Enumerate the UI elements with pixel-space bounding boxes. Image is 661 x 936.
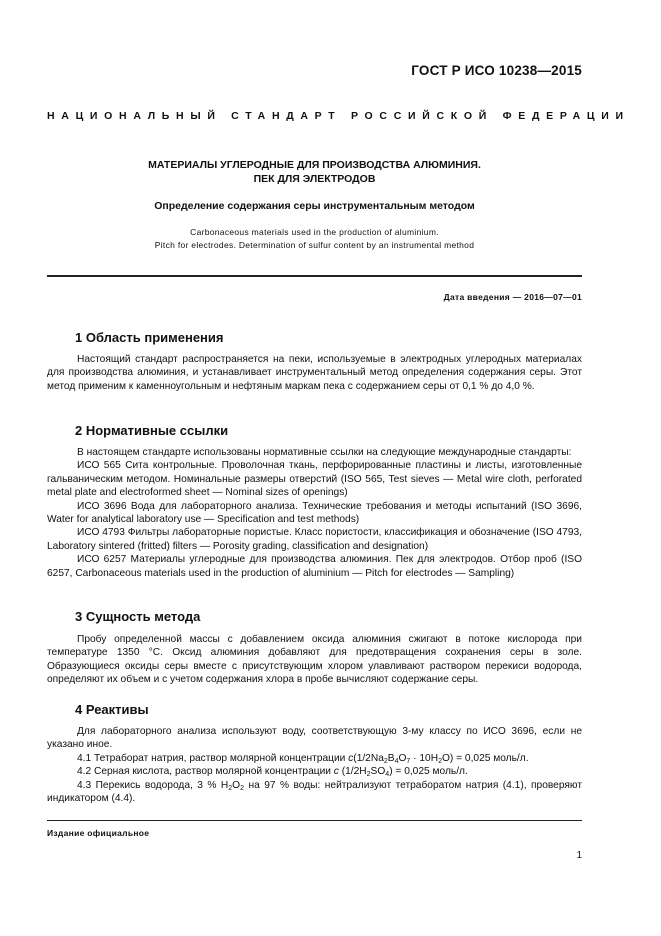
section-2-heading: 2 Нормативные ссылки [75, 423, 229, 438]
title-line-1: МАТЕРИАЛЫ УГЛЕРОДНЫЕ ДЛЯ ПРОИЗВОДСТВА АЛЮМИНИЯ. [148, 159, 481, 171]
section-4-heading: 4 Реактивы [75, 702, 149, 717]
top-divider [47, 275, 582, 277]
section-2-intro: В настоящем стандарте использованы нормативные ссылки на следующие международные стандарты: [77, 447, 572, 458]
section-2-body [47, 446, 582, 580]
section-3-paragraph: Пробу определенной массы с добавлением оксида алюминия сжигают в потоке кислорода при температуре 1350 °С. Оксид алюминия добавляют для предотвращения сохранения серы в золе. Образующиеся оксиды серы вместе с присутствующим хлором улавливают раствором перекиси водорода, определяют их объем и с учетом содержания хлора в пробе вычисляют содержание серы. [47, 634, 582, 686]
document-title [47, 158, 582, 186]
english-title [47, 226, 582, 251]
reagent-4-1: 4.1 Тетраборат натрия, раствор молярной концентрации $c(1/2Na_2B_4O_7 \cdot 10H_2O) = 0,025$ моль/л. [77, 752, 529, 765]
reference-iso-6257: ИСО 6257 Материалы углеродные для производства алюминия. Пек для электродов. Отбор проб (ISO 6257, Carbonaceous materials used in the production of aluminium — Pitch for electrodes — Sampling) [47, 554, 582, 579]
bottom-divider [47, 820, 582, 821]
section-4-body [47, 725, 582, 805]
english-title-line-2: Pitch for electrodes. Determination of sulfur content by an instrumental method [154, 239, 475, 250]
section-1-body [47, 353, 582, 393]
title-line-2: ПЕК ДЛЯ ЭЛЕКТРОДОВ [253, 173, 376, 185]
reagent-4-2: 4.2 Серная кислота, раствор молярной концентрации c $(1/2H_2SO_4) = 0,025$ моль/л. [77, 766, 468, 779]
page-number: 1 [576, 850, 582, 861]
section-3-body [47, 633, 582, 687]
section-1-heading: 1 Область применения [75, 330, 224, 345]
standard-code: ГОСТ Р ИСО 10238—2015 [411, 63, 582, 78]
section-3-heading: 3 Сущность метода [75, 609, 201, 624]
section-1-paragraph: Настоящий стандарт распространяется на пеки, используемые в электродных углеродных материалах для производства алюминия, и устанавливает инструментальный метод определения содержания серы. Этот метод применим к каменноугольным и нефтяным маркам пека с содержанием серы от 0,1 % до 4,0 %. [47, 354, 582, 392]
official-edition-label: Издание официальное [47, 828, 150, 838]
reagent-4-3: 4.3 Перекись водорода, 3 % $H_2O_2$ на 97 % воды: нейтрализуют тетраборатом натрия (4.1), проверяют индикатором (4.4). [47, 779, 582, 805]
section-4-intro: Для лабораторного анализа используют воду, соответствующую 3-му классу по ИСО 3696, если не указано иное. [47, 726, 582, 751]
national-standard-banner: НАЦИОНАЛЬНЫЙ СТАНДАРТ РОССИЙСКОЙ ФЕДЕРАЦИИ [47, 110, 630, 122]
english-title-line-1: Carbonaceous materials used in the production of aluminium. [190, 227, 439, 237]
effective-date: Дата введения — 2016—07—01 [443, 292, 582, 302]
reference-iso-565: ИСО 565 Сита контрольные. Проволочная ткань, перфорированные пластины и листы, изготовленные гальваническим методом. Номинальные размеры отверстий (ISO 565, Test sieves — Metal wire cloth, perforated metal plate and electroformed sheet — Nominal sizes of openings) [47, 460, 582, 499]
reference-iso-4793: ИСО 4793 Фильтры лабораторные пористые. Класс пористости, классификация и обозначение (ISO 4793, Laboratory sintered (fritted) filters — Porosity grading, classification and designation) [47, 527, 582, 552]
reference-iso-3696: ИСО 3696 Вода для лабораторного анализа. Технические требования и методы испытаний (ISO 3696, Water for analytical laboratory use — Specification and test methods) [47, 500, 582, 526]
document-subtitle: Определение содержания серы инструментальным методом [154, 200, 475, 212]
